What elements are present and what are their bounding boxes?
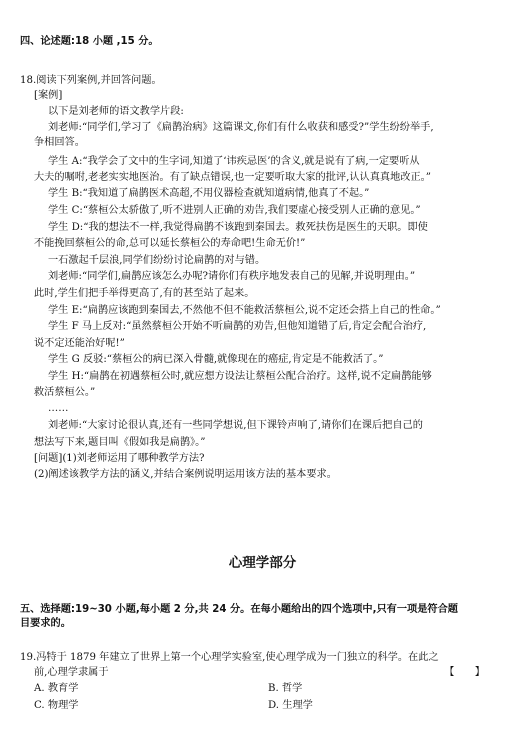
case-paragraph: 学生 A:“我学会了文中的生字词,知道了‘讳疾忌医’的含义,就是说有了病,一定要听从 bbox=[48, 156, 420, 167]
q19-stem-text: 前,心理学隶属于 bbox=[34, 667, 109, 678]
q19-stem: 19.冯特于 1879 年建立了世界上第一个心理学实验室,使心理学成为一门独立的科学。在此之 bbox=[20, 652, 439, 663]
case-paragraph: 刘老师:“同学们,扁鹊应该怎么办呢?请你们有秩序地发表自己的见解,并说明理由。” bbox=[48, 271, 416, 282]
q18-question-2: (2)阐述该教学方法的涵义,并结合案例说明运用该方法的基本要求。 bbox=[34, 469, 337, 480]
case-paragraph: 想法写下来,题目叫《假如我是扁鹊》。” bbox=[34, 437, 206, 448]
case-paragraph: 此时,学生们把手举得更高了,有的甚至站了起来。 bbox=[34, 288, 255, 299]
case-paragraph: 大夫的嘱咐,老老实实地医治。有了缺点错误,也一定要听取大家的批评,认认真真地改正。” bbox=[34, 172, 431, 183]
q18-case-label: [案例] bbox=[34, 90, 63, 101]
option-b: B. 哲学 bbox=[268, 683, 303, 694]
section5-instructions-cont: 目要求的。 bbox=[20, 618, 71, 629]
q18-stem: 18.阅读下列案例,并回答问题。 bbox=[20, 75, 162, 86]
case-paragraph: 学生 G 反驳:“蔡桓公的病已深入骨髓,就像现在的癌症,肯定是不能救活了。” bbox=[48, 354, 384, 365]
psychology-section-title: 心理学部分 bbox=[228, 555, 297, 571]
case-paragraph: 刘老师:“同学们,学习了《扁鹊治病》这篇课文,你们有什么收获和感受?”学生纷纷举手, bbox=[48, 122, 434, 133]
case-paragraph: 学生 E:“扁鹊应该跑到秦国去,不然他不但不能救活蔡桓公,说不定还会搭上自己的性命。” bbox=[48, 305, 441, 316]
option-d: D. 生理学 bbox=[268, 700, 313, 711]
q19-stem-cont bbox=[34, 666, 505, 679]
case-paragraph: 说不定还能治好呢!” bbox=[34, 338, 125, 349]
case-paragraph: 争相回答。 bbox=[34, 137, 85, 148]
case-paragraph: …… bbox=[48, 403, 69, 414]
case-paragraph: 学生 B:“我知道了扁鹊医术高超,不用仪器检查就知道病情,他真了不起。” bbox=[48, 188, 370, 199]
case-paragraph: 学生 C:“蔡桓公太骄傲了,听不进别人正确的劝告,我们要虚心接受别人正确的意见。” bbox=[48, 205, 421, 216]
section5-instructions: 五、选择题:19~30 小题,每小题 2 分,共 24 分。在每小题给出的四个选项中,只有一项是符合题 bbox=[20, 604, 458, 615]
case-paragraph: 不能挽回蔡桓公的命,总可以延长蔡桓公的寿命吧!生命无价!” bbox=[34, 238, 306, 249]
case-paragraph: 学生 H:“扁鹊在初遇蔡桓公时,就应想方设法让蔡桓公配合治疗。这样,说不定扁鹊能够 bbox=[48, 371, 432, 382]
q18-question-1: [问题](1)刘老师运用了哪种教学方法? bbox=[34, 453, 205, 464]
case-paragraph: 一石激起千层浪,同学们纷纷讨论扁鹊的对与错。 bbox=[48, 255, 266, 266]
case-paragraph: 救活蔡桓公。” bbox=[34, 387, 96, 398]
option-a: A. 教育学 bbox=[34, 683, 79, 694]
case-paragraph: 以下是刘老师的语文教学片段: bbox=[48, 106, 184, 117]
case-paragraph: 刘老师:“大家讨论很认真,还有一些同学想说,但下课铃声响了,请你们在课后把自己的 bbox=[48, 420, 423, 431]
option-c: C. 物理学 bbox=[34, 700, 79, 711]
case-paragraph: 学生 F 马上反对:“虽然蔡桓公开始不听扁鹊的劝告,但他知道错了后,肯定会配合治疗, bbox=[48, 321, 427, 332]
case-paragraph: 学生 D:“我的想法不一样,我觉得扁鹊不该跑到秦国去。救死扶伤是医生的天职。即使 bbox=[48, 222, 428, 233]
section4-title: 四、论述题:18 小题 ,15 分。 bbox=[20, 36, 159, 47]
answer-bracket: 【 】 bbox=[444, 667, 485, 678]
